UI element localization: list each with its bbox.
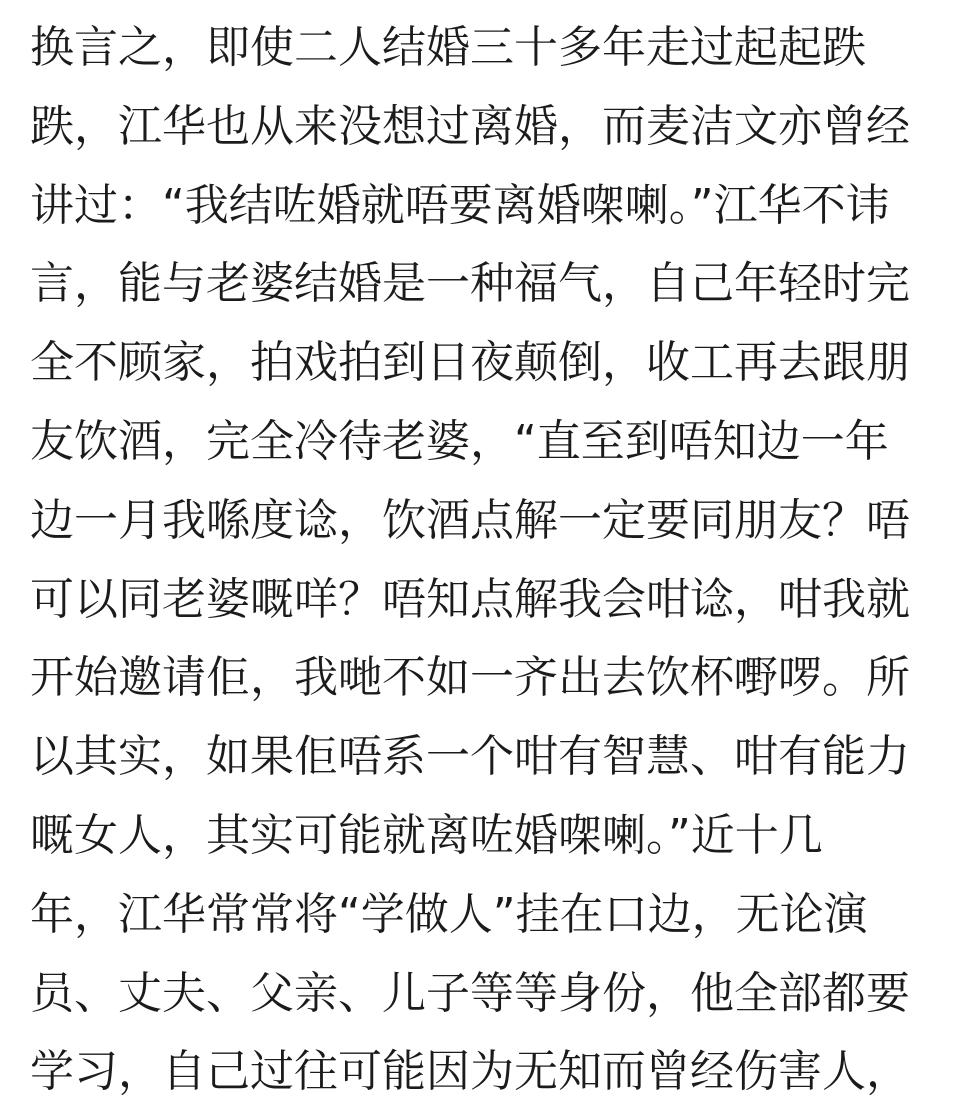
text-line: 讲过：“我结咗婚就唔要离婚㗎喇。”江华不讳 [30, 179, 890, 231]
text-line: 学习，自己过往可能因为无知而曾经伤害人， [30, 1046, 910, 1098]
text-line: 边一月我喺度谂，饮酒点解一定要同朋友？唔 [30, 494, 910, 546]
text-line: 年，江华常常将“学做人”挂在口边，无论演 [30, 888, 868, 940]
text-line: 换言之，即使二人结婚三十多年走过起起跌 [30, 22, 866, 73]
text-line: 员、丈夫、父亲、儿子等等身份，他全部都要 [30, 967, 910, 1019]
text-line: 开始邀请佢，我哋不如一齐出去饮杯嘢啰。所 [30, 652, 910, 704]
text-line: 嘅女人，其实可能就离咗婚㗎喇。”近十几 [30, 809, 823, 861]
text-line: 可以同老婆嘅咩？唔知点解我会咁谂，咁我就 [30, 573, 910, 625]
text-line: 跌，江华也从来没想过离婚，而麦洁文亦曾经 [30, 100, 910, 152]
text-line: 以其实，如果佢唔系一个咁有智慧、咁有能力 [30, 731, 910, 783]
text-line: 友饮酒，完全冷待老婆，“直至到唔知边一年 [30, 415, 889, 467]
text-line: 言，能与老婆结婚是一种福气，自己年轻时完 [30, 258, 910, 310]
text-line: 全不顾家，拍戏拍到日夜颠倒，收工再去跟朋 [30, 337, 910, 389]
